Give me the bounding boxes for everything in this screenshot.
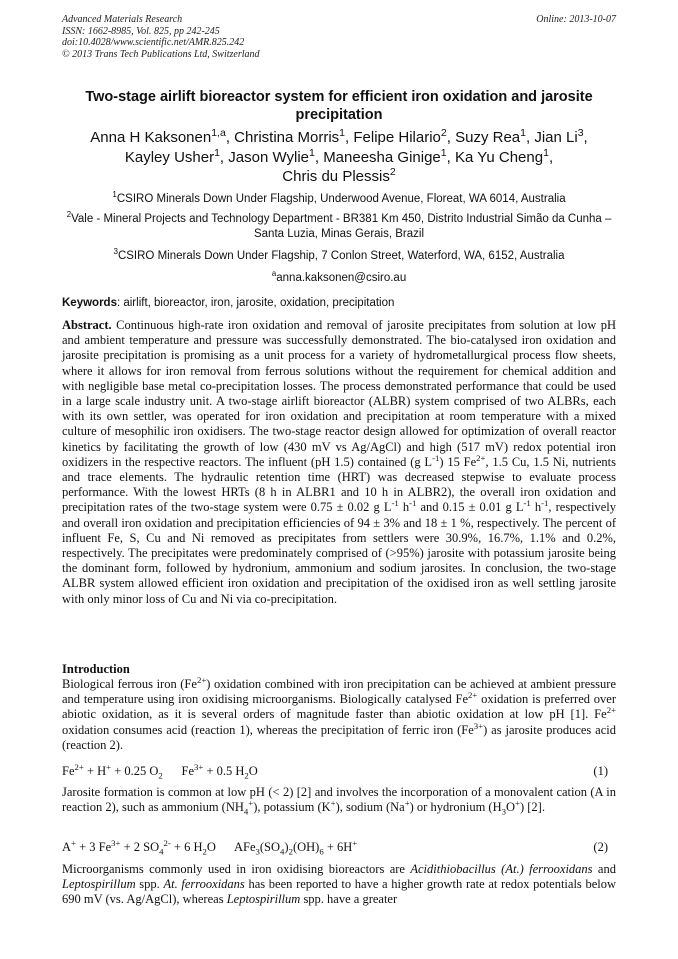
journal-name: Advanced Materials Research bbox=[62, 14, 183, 25]
intro-paragraph-1 bbox=[62, 674, 617, 753]
intro-text: ) or hydronium (H bbox=[409, 800, 502, 815]
abstract-sup: -1 bbox=[432, 452, 440, 463]
species-name: At. ferrooxidans bbox=[163, 877, 245, 892]
intro-paragraph-2 bbox=[62, 785, 616, 815]
online-date: Online: 2013-10-07 bbox=[536, 14, 616, 25]
abstract-label: Abstract. bbox=[62, 318, 112, 332]
abstract-sup: 2+ bbox=[476, 452, 486, 463]
abstract-text: Continuous high-rate iron oxidation and removal of jarosite precipitates from solution at low pH and ambient temperature and pressure was successfully demonstrated. The bio-catalysed iron oxidation and jarosite precipitation is promising as a unit process for a variety of hydrometallurgical process flow sheets, where it allows for iron removal from ferrous solutions without the requirement for chemical addition and with negligible base metal co-precipitation losses. The process demonstrated performance that could be used in a large scale industry unit. A two-stage airlift bioreactor (ALBR) system comprised of two ALBRs, each with its own settler, was operated for iron oxidation and precipitation at room temperature with a mixed culture of mesophilic iron oxidisers. The two-stage reactor design allowed for optimization of overall reactor kinetics by facilitating the growth of low (430 mV vs Ag/AgCl) and high (517 mV) redox potential iron oxidizers in the respective reactors. The influent (pH 1.5) contained (g L bbox=[62, 318, 616, 469]
intro-text: oxidation consumes acid (reaction 1), whereas the precipitation of ferric iron (Fe bbox=[62, 722, 474, 737]
email-address[interactable]: anna.kaksonen@csiro.au bbox=[276, 272, 407, 284]
abstract-text: , 1.5 Cu, 1.5 Ni, nutrients and trace elements. The hydraulic retention time (HRT) was decreased stepwise to evaluate process performance. With the lowest HRTs (8 h in ALBR1 and 10 h in ALBR2), the overall iron oxidation and precipitation rates of the two-stage system were 0.75 ± 0.02 g L bbox=[62, 454, 616, 515]
keywords-label: Keywords bbox=[62, 297, 117, 309]
abstract-text: ) 15 Fe bbox=[439, 454, 477, 469]
author-sup: 1 bbox=[309, 146, 315, 159]
affiliation-sup: 3 bbox=[113, 247, 118, 257]
keywords-text: : airlift, bioreactor, iron, jarosite, oxidation, precipitation bbox=[116, 297, 395, 309]
intro-text: Microorganisms commonly used in iron oxidising bioreactors are bbox=[62, 862, 411, 876]
intro-text: spp. have a greater bbox=[300, 892, 398, 907]
intro-sup: 2+ bbox=[606, 705, 616, 716]
abstract-sup: -1 bbox=[523, 498, 531, 509]
intro-text: oxidation is preferred over abiotic oxidation, as it is several orders of magnitude faster than abiotic oxidation at low pH [1]. Fe bbox=[62, 692, 617, 722]
intro-sub: 3 bbox=[501, 806, 506, 817]
intro-paragraph-3 bbox=[62, 862, 616, 908]
intro-text: has been reported to have a higher growth rate at redox potentials below 690 mV (vs. Ag/AgCl), whereas bbox=[62, 877, 616, 907]
affiliation-sup: 1 bbox=[112, 190, 117, 200]
author-sup: 2 bbox=[440, 127, 447, 139]
intro-text: ) [2]. bbox=[519, 800, 545, 815]
equation-2 bbox=[62, 837, 616, 857]
intro-text: ), potassium (K bbox=[253, 800, 331, 815]
intro-sup: 2+ bbox=[196, 674, 207, 685]
abstract-text: , respectively and overall iron oxidation and precipitation efficiencies of 94 ± 3% and 18 ± 1 %, respectively. The percent of influent Fe, S, Cu and Ni removed as precipitates from settlers were 30.9%, 16.7%, 1.1% and 0.2%, respectively. The precipitates were predominately comprised of (>95%) jarosite with potassium jarosite being the dominant form, followed by hydronium, ammonium and sodium jarosites. In conclusion, the two-stage ALBR system allowed efficient iron oxidation and precipitation of the oxidised iron as well settling jarosite with only minor loss of Cu and Ni via co-precipitation. bbox=[62, 500, 617, 606]
intro-text: Jarosite formation is common at low pH (< 2) [2] and involves the incorporation of a monovalent cation (A in reaction 2), such as ammonium (NH bbox=[62, 785, 616, 815]
author-sup: 1 bbox=[520, 127, 526, 139]
affiliation-text: Vale - Mineral Projects and Technology Department - BR381 Km 450, Distrito Industrial Simão da Cunha – Santa Luzia, Minas Gerais, Brazil bbox=[71, 213, 612, 240]
author-name: Ka Yu Cheng bbox=[454, 148, 544, 166]
author-name: Jason Wylie bbox=[228, 148, 309, 166]
species-name: Leptospirillum bbox=[226, 892, 301, 907]
author-sup: 1,a bbox=[211, 127, 226, 139]
intro-sup: + bbox=[515, 798, 520, 809]
paper-title: Two-stage airlift bioreactor system for efficient iron oxidation and jarosite precipitation bbox=[85, 89, 593, 123]
author-sup: 1 bbox=[543, 146, 549, 159]
author-name: Anna H Kaksonen bbox=[90, 129, 212, 146]
author-sup: 1 bbox=[440, 146, 447, 159]
copyright-line: © 2013 Trans Tech Publications Ltd, Switzerland bbox=[62, 48, 260, 60]
intro-text: and bbox=[592, 862, 616, 876]
affiliation-1 bbox=[60, 192, 618, 207]
email-line bbox=[60, 271, 618, 286]
intro-text: spp. bbox=[135, 877, 164, 892]
author-name: Suzy Rea bbox=[455, 129, 521, 146]
intro-sup: + bbox=[248, 798, 254, 809]
author-name: Felipe Hilario bbox=[353, 129, 441, 146]
equation-2-body: A+ + 3 $Fe^{3+} + 2$ $SO_4^{2-} + 6$ $H_2O$ $AFe_3(SO_4)_2(OH)_6 + 6H^+$ bbox=[62, 837, 358, 857]
intro-sup: + bbox=[330, 798, 336, 809]
abstract-text: h bbox=[398, 500, 410, 515]
affiliation-3 bbox=[60, 249, 618, 264]
abstract-sup: -1 bbox=[391, 498, 399, 509]
author-name: Maneesha Ginige bbox=[323, 148, 441, 166]
affiliation-sup: 2 bbox=[66, 210, 72, 220]
author-list: Anna H Kaksonen$^{1,a}$, Christina Morris$^1$, Felipe Hilario$^2$, Suzy Rea$^1$, Jian Li$^3$, Kayley Usher$^1$, Jason Wylie$^1$, Maneesha Ginige$^1$, Ka Yu Cheng$^1$, Chris du Plessis$^2$ bbox=[90, 127, 588, 185]
species-name: Leptospirillum bbox=[62, 877, 136, 892]
author-name: Kayley Usher bbox=[124, 148, 215, 166]
intro-text: O bbox=[506, 800, 516, 815]
intro-sup: + bbox=[404, 798, 410, 809]
author-sup: 2 bbox=[389, 166, 396, 178]
abstract-text: h bbox=[530, 500, 542, 515]
equation-1 bbox=[62, 761, 616, 781]
abstract-sup: -1 bbox=[541, 498, 549, 509]
author-sup: 3 bbox=[577, 127, 584, 139]
intro-text: ) oxidation combined with iron precipitation can be achieved at ambient pressure and temperature using iron oxidising microorganisms. Biologically catalysed Fe bbox=[62, 677, 616, 707]
affiliation-text: CSIRO Minerals Down Under Flagship, 7 Conlon Street, Waterford, WA, 6152, Australia bbox=[117, 250, 565, 262]
equation-1-number: (1) bbox=[593, 764, 608, 778]
email-sup: a bbox=[271, 269, 277, 279]
species-name: Acidithiobacillus (At.) ferrooxidans bbox=[410, 862, 593, 876]
affiliation-2 bbox=[60, 212, 618, 242]
author-name: Chris du Plessis bbox=[282, 168, 390, 185]
issn-line: ISSN: 1662-8985, Vol. 825, pp 242-245 bbox=[62, 25, 220, 37]
abstract-sup: -1 bbox=[409, 498, 417, 509]
author-name: Jian Li bbox=[534, 129, 578, 146]
affiliation-text: CSIRO Minerals Down Under Flagship, Underwood Avenue, Floreat, WA 6014, Australia bbox=[116, 193, 566, 205]
author-sup: 1 bbox=[214, 146, 220, 159]
section-heading-introduction: Introduction bbox=[62, 662, 130, 676]
doi-line[interactable]: doi:10.4028/www.scientific.net/AMR.825.242 bbox=[62, 37, 245, 48]
intro-sub: 4 bbox=[243, 806, 249, 817]
abstract bbox=[62, 318, 616, 607]
intro-sup: 2+ bbox=[468, 690, 478, 701]
equation-2-number: (2) bbox=[593, 840, 608, 854]
intro-text: ) as jarosite produces acid (reaction 2). bbox=[62, 722, 616, 752]
intro-text: Biological ferrous iron (Fe bbox=[62, 677, 197, 691]
author-name: Christina Morris bbox=[234, 129, 340, 146]
intro-text: ), sodium (Na bbox=[335, 800, 405, 815]
intro-sup: 3+ bbox=[473, 720, 484, 731]
equation-1-body: $Fe^{2+} + H^+ + 0.25$ $O_2$ $Fe^{3+} + 0.5$ $H_2O$ bbox=[62, 761, 258, 781]
author-sup: 1 bbox=[339, 127, 346, 139]
keywords bbox=[62, 296, 616, 311]
journal-header bbox=[62, 14, 616, 60]
abstract-text: and 0.15 ± 0.01 g L bbox=[416, 500, 524, 515]
